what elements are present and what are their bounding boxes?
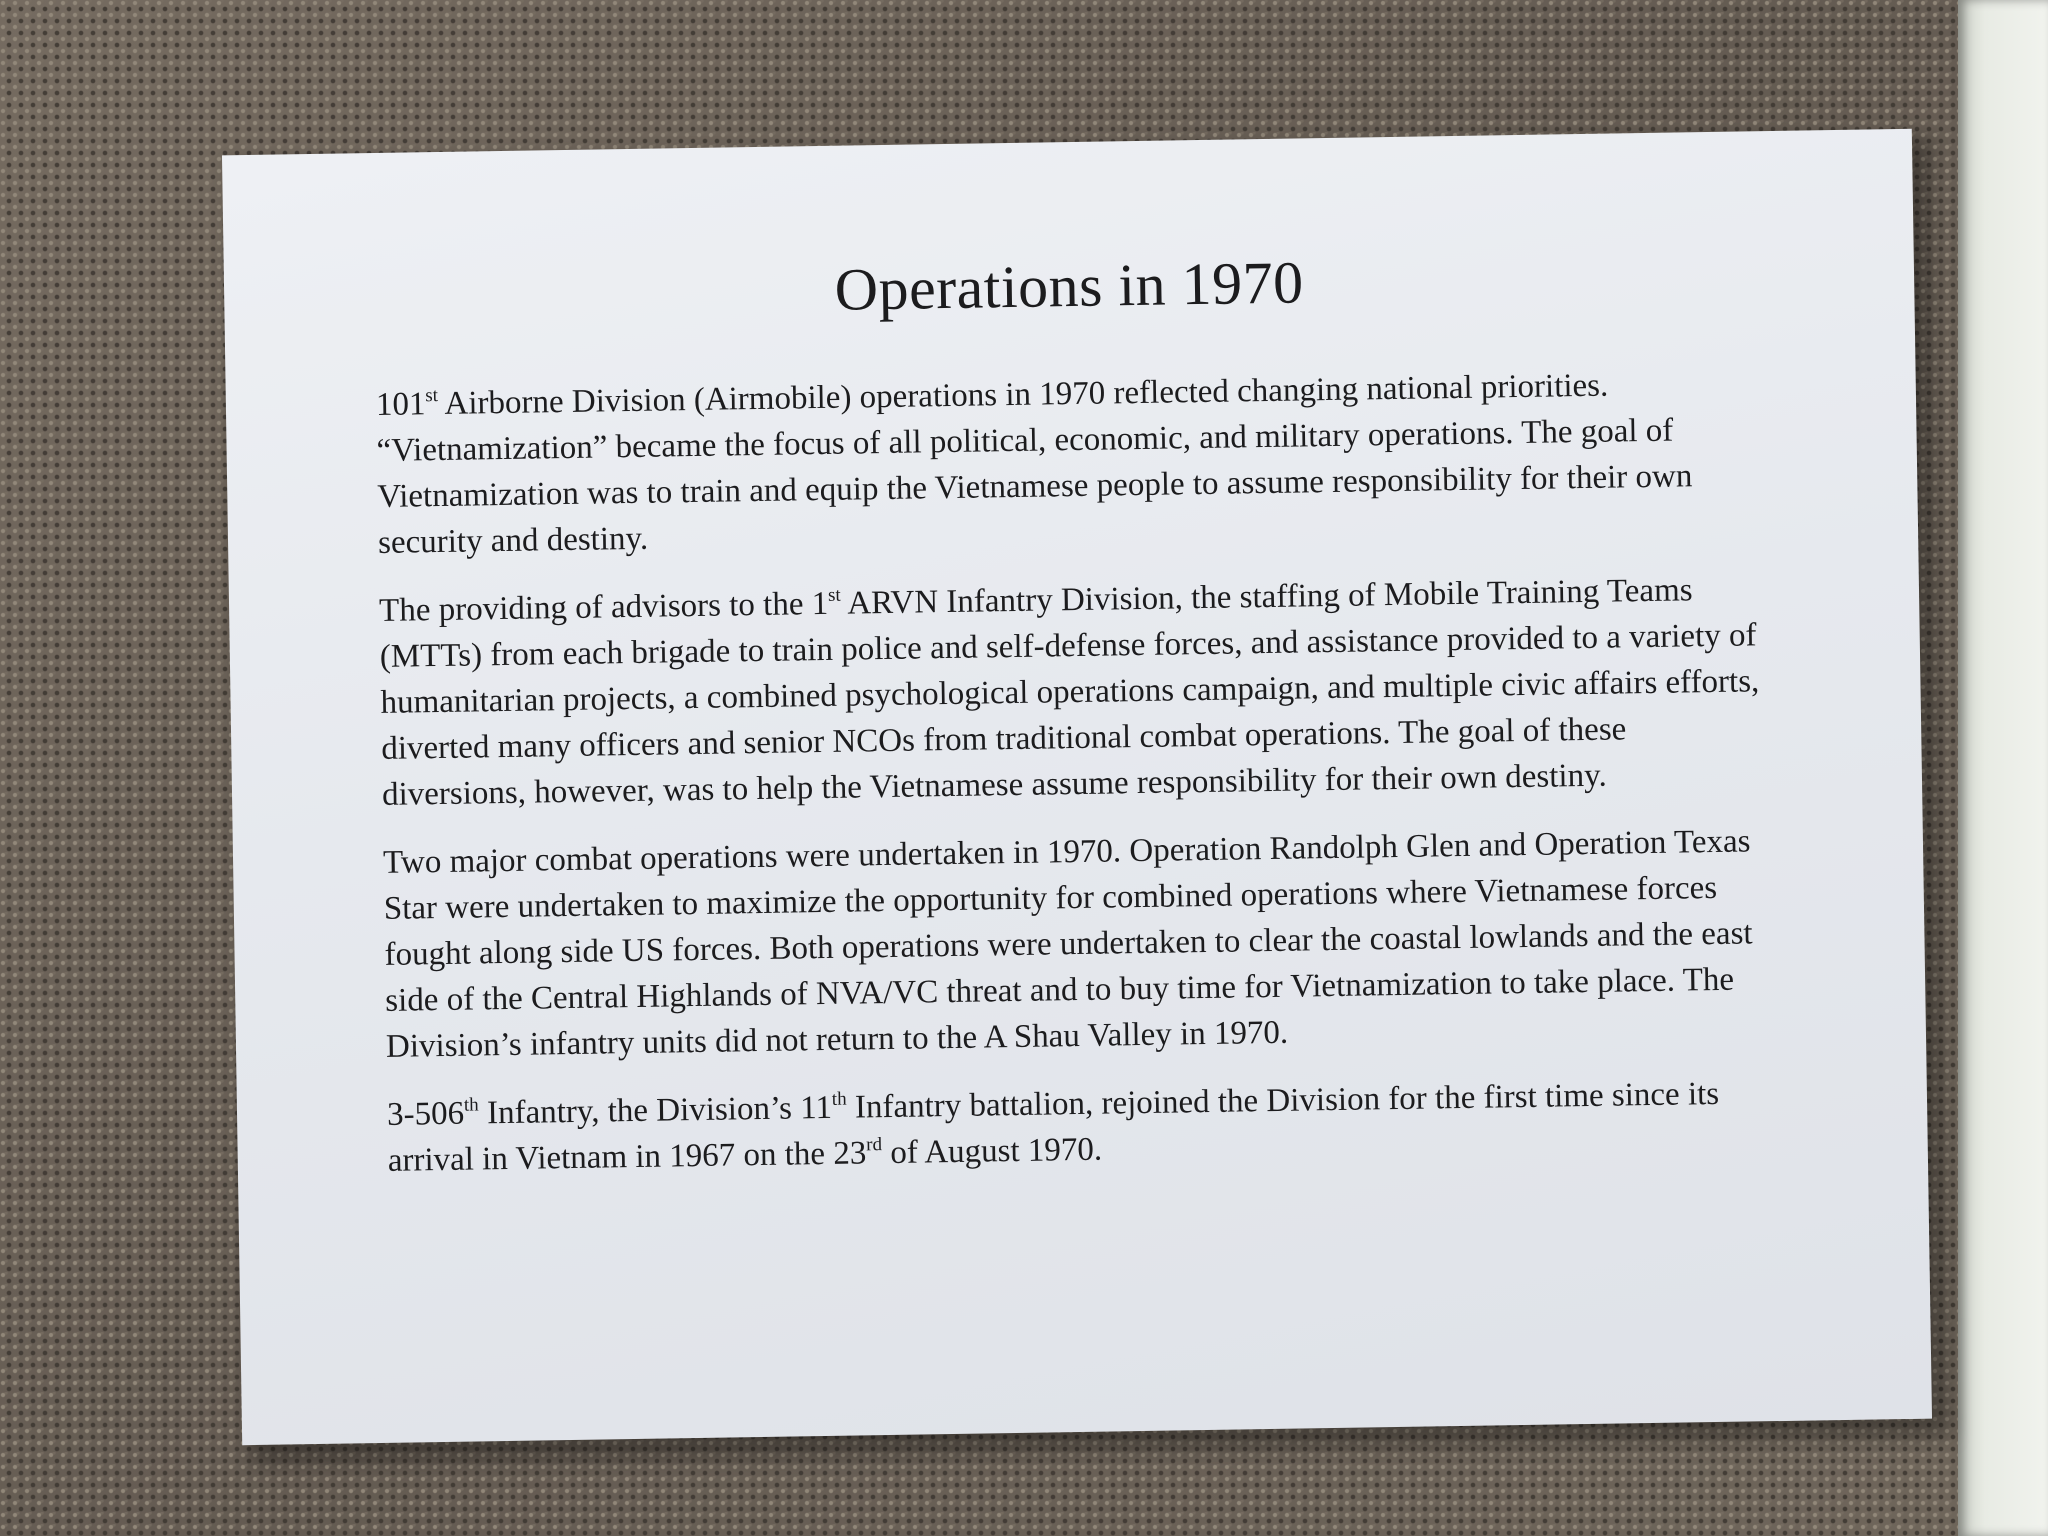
- wall-edge: [1958, 0, 2048, 1536]
- paragraph-4-superscript-3: rd: [866, 1134, 883, 1156]
- paragraph-2-text: ARVN Infantry Division, the staffing of Mobile Training Teams (MTTs) from each brigade to train police and self-defense forces, and assistance provided to a variety of humanitarian projects, a combined psychological operations campaign, and multiple civic affairs efforts, diverted many officers and senior NCOs from traditional combat operations. The goal of these diversions, however, was to help the Vietnamese assume responsibility for their own destiny.: [379, 572, 1760, 813]
- page-title: Operations in 1970: [834, 249, 1305, 323]
- paragraph-2: [379, 566, 1772, 818]
- paragraph-2-superscript: st: [827, 584, 841, 606]
- paragraph-4-part-c: Infantry battalion, rejoined the Division for the first time since its arrival in Vietnam in 1967 on the 23: [387, 1075, 1720, 1179]
- paragraph-3: Two major combat operations were undertaken in 1970. Operation Randolph Glen and Operation Texas Star were undertaken to maximize the opportunity for combined operations where Vietnamese forces fought along side US forces. Both operations were undertaken to clear the coastal lowlands and the east side of the Central Highlands of NVA/VC threat and to buy time for Vietnamization to take place. The Division’s infantry units did not return to the A Shau Valley in 1970.: [382, 823, 1753, 1065]
- paragraph-1-number: 101: [375, 386, 426, 423]
- paragraph-1: [376, 360, 1769, 566]
- paragraph-2-start: The providing of advisors to the 1: [378, 585, 829, 629]
- paragraph-4: [387, 1070, 1778, 1184]
- paragraph-1-text: Airborne Division (Airmobile) operations in 1970 reflected changing national priorities. “Vietnamization” became the focus of all political, economic, and military operations. The goal of Vietnamization was to train and equip the Vietnamese people to assume responsibility for their own security and destiny.: [376, 367, 1693, 561]
- paragraph-4-part-a: 3-506: [386, 1095, 465, 1133]
- paragraph-4-superscript-2: th: [831, 1088, 847, 1110]
- paragraph-1-superscript: st: [425, 384, 439, 407]
- placard: [222, 129, 1932, 1445]
- paragraph-4-part-d: of August 1970.: [881, 1131, 1103, 1172]
- paragraph-4-superscript-1: th: [463, 1094, 479, 1116]
- paragraph-4-part-b: Infantry, the Division’s 11: [478, 1089, 833, 1132]
